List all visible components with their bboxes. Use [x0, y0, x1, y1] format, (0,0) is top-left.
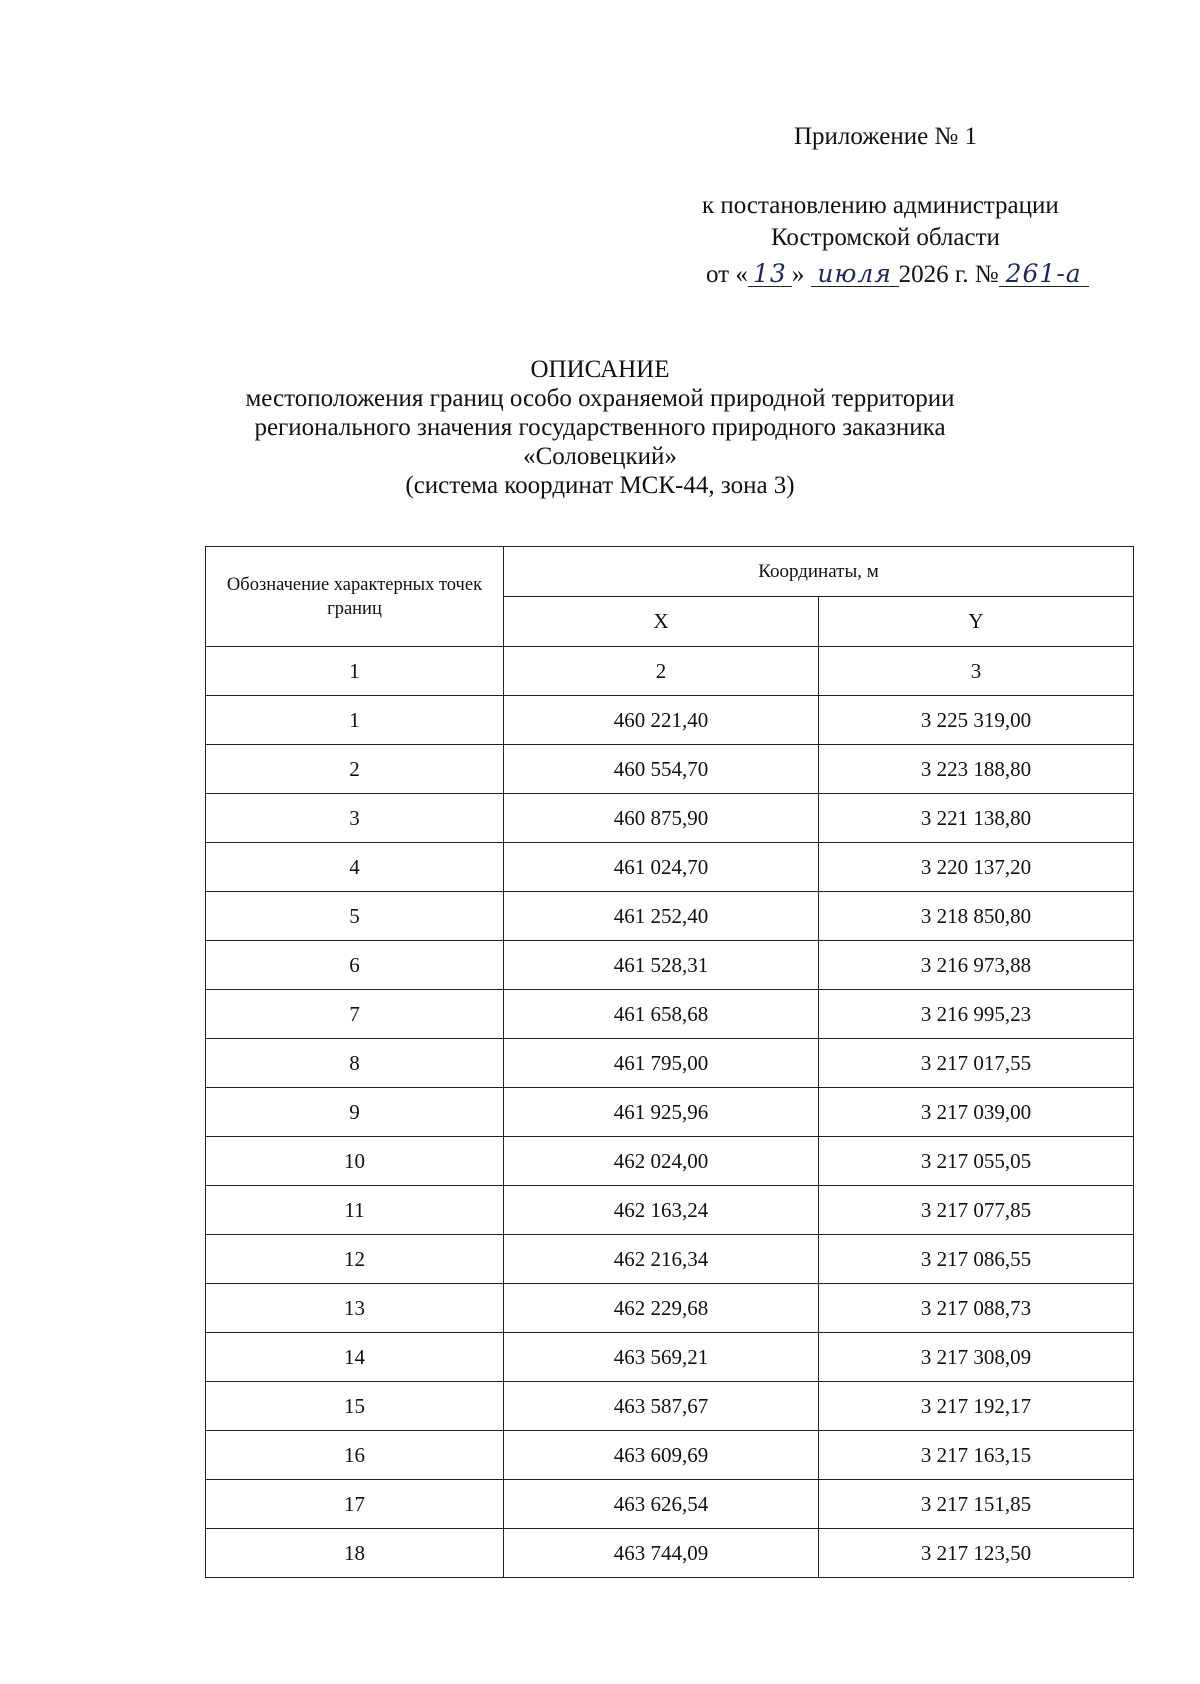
- point-id-cell: 2: [206, 745, 504, 794]
- point-id-cell: 13: [206, 1284, 504, 1333]
- x-coordinate-cell: 461 528,31: [504, 941, 819, 990]
- y-coordinate-cell: 3 225 319,00: [819, 696, 1134, 745]
- y-coordinate-cell: 3 223 188,80: [819, 745, 1134, 794]
- coordinates-column-header: Координаты, м: [504, 547, 1134, 597]
- date-year: 2026 г. №: [898, 261, 999, 288]
- heading-line-3: «Соловецкий»: [523, 443, 677, 470]
- y-coordinate-cell: 3 217 039,00: [819, 1088, 1134, 1137]
- column-number: 1: [206, 647, 504, 696]
- point-id-cell: 9: [206, 1088, 504, 1137]
- document-number: 261-а: [999, 262, 1089, 287]
- point-id-cell: 14: [206, 1333, 504, 1382]
- x-coordinate-cell: 461 925,96: [504, 1088, 819, 1137]
- x-coordinate-cell: 460 554,70: [504, 745, 819, 794]
- y-coordinate-cell: 3 220 137,20: [819, 843, 1134, 892]
- table-row: [206, 794, 1134, 843]
- table-row: [206, 1235, 1134, 1284]
- x-coordinate-cell: 462 024,00: [504, 1137, 819, 1186]
- table-row: [206, 1333, 1134, 1382]
- heading-line-1: местоположения границ особо охраняемой природной территории: [245, 385, 955, 412]
- y-column-header: Y: [819, 597, 1134, 647]
- y-coordinate-cell: 3 221 138,80: [819, 794, 1134, 843]
- y-coordinate-cell: 3 217 163,15: [819, 1431, 1134, 1480]
- point-id-cell: 12: [206, 1235, 504, 1284]
- x-coordinate-cell: 461 252,40: [504, 892, 819, 941]
- point-id-cell: 4: [206, 843, 504, 892]
- column-number: 2: [504, 647, 819, 696]
- y-coordinate-cell: 3 216 973,88: [819, 941, 1134, 990]
- table-row: [206, 1284, 1134, 1333]
- y-coordinate-cell: 3 217 308,09: [819, 1333, 1134, 1382]
- point-id-cell: 16: [206, 1431, 504, 1480]
- table-row: [206, 1382, 1134, 1431]
- table-row: [206, 1480, 1134, 1529]
- x-coordinate-cell: 463 626,54: [504, 1480, 819, 1529]
- x-coordinate-cell: 462 163,24: [504, 1186, 819, 1235]
- table-row: [206, 990, 1134, 1039]
- y-coordinate-cell: 3 217 017,55: [819, 1039, 1134, 1088]
- appendix-date-line: [706, 260, 1089, 289]
- appendix-region-line: Костромской области: [771, 224, 1000, 251]
- point-id-cell: 6: [206, 941, 504, 990]
- y-coordinate-cell: 3 217 086,55: [819, 1235, 1134, 1284]
- heading-line-4: (система координат МСК-44, зона 3): [405, 472, 795, 499]
- point-id-cell: 5: [206, 892, 504, 941]
- y-coordinate-cell: 3 216 995,23: [819, 990, 1134, 1039]
- x-coordinate-cell: 461 658,68: [504, 990, 819, 1039]
- table-row: [206, 892, 1134, 941]
- y-coordinate-cell: 3 217 123,50: [819, 1529, 1134, 1578]
- point-id-cell: 8: [206, 1039, 504, 1088]
- appendix-title: Приложение № 1: [794, 123, 978, 150]
- x-coordinate-cell: 463 569,21: [504, 1333, 819, 1382]
- heading-title: ОПИСАНИЕ: [530, 356, 670, 383]
- x-coordinate-cell: 462 216,34: [504, 1235, 819, 1284]
- y-coordinate-cell: 3 217 055,05: [819, 1137, 1134, 1186]
- x-coordinate-cell: 463 587,67: [504, 1382, 819, 1431]
- document-heading: [0, 355, 1200, 500]
- table-row: [206, 941, 1134, 990]
- y-coordinate-cell: 3 217 077,85: [819, 1186, 1134, 1235]
- point-id-cell: 15: [206, 1382, 504, 1431]
- table-row: [206, 1431, 1134, 1480]
- x-coordinate-cell: 461 795,00: [504, 1039, 819, 1088]
- x-coordinate-cell: 462 229,68: [504, 1284, 819, 1333]
- date-month: июля: [811, 262, 899, 287]
- table-row: [206, 745, 1134, 794]
- table-row: [206, 1137, 1134, 1186]
- x-column-header: X: [504, 597, 819, 647]
- point-column-header: Обозначение характерных точек границ: [206, 547, 504, 647]
- table-row: [206, 1186, 1134, 1235]
- column-number-row: [206, 647, 1134, 696]
- x-coordinate-cell: 461 024,70: [504, 843, 819, 892]
- point-id-cell: 1: [206, 696, 504, 745]
- table-row: [206, 696, 1134, 745]
- table-row: [206, 1039, 1134, 1088]
- date-day: 13: [748, 262, 792, 287]
- coordinates-table: [205, 546, 1134, 1578]
- y-coordinate-cell: 3 217 151,85: [819, 1480, 1134, 1529]
- table-row: [206, 843, 1134, 892]
- point-id-cell: 3: [206, 794, 504, 843]
- table-row: [206, 1088, 1134, 1137]
- table-row: [206, 1529, 1134, 1578]
- x-coordinate-cell: 463 744,09: [504, 1529, 819, 1578]
- point-id-cell: 18: [206, 1529, 504, 1578]
- point-id-cell: 7: [206, 990, 504, 1039]
- point-id-cell: 10: [206, 1137, 504, 1186]
- y-coordinate-cell: 3 218 850,80: [819, 892, 1134, 941]
- point-id-cell: 11: [206, 1186, 504, 1235]
- y-coordinate-cell: 3 217 088,73: [819, 1284, 1134, 1333]
- x-coordinate-cell: 460 221,40: [504, 696, 819, 745]
- point-id-cell: 17: [206, 1480, 504, 1529]
- x-coordinate-cell: 460 875,90: [504, 794, 819, 843]
- y-coordinate-cell: 3 217 192,17: [819, 1382, 1134, 1431]
- date-day-close: »: [791, 261, 805, 288]
- date-prefix: от «: [706, 261, 748, 288]
- heading-line-2: регионального значения государственного природного заказника: [254, 414, 946, 441]
- column-number: 3: [819, 647, 1134, 696]
- x-coordinate-cell: 463 609,69: [504, 1431, 819, 1480]
- appendix-resolution-line: к постановлению администрации: [702, 192, 1059, 219]
